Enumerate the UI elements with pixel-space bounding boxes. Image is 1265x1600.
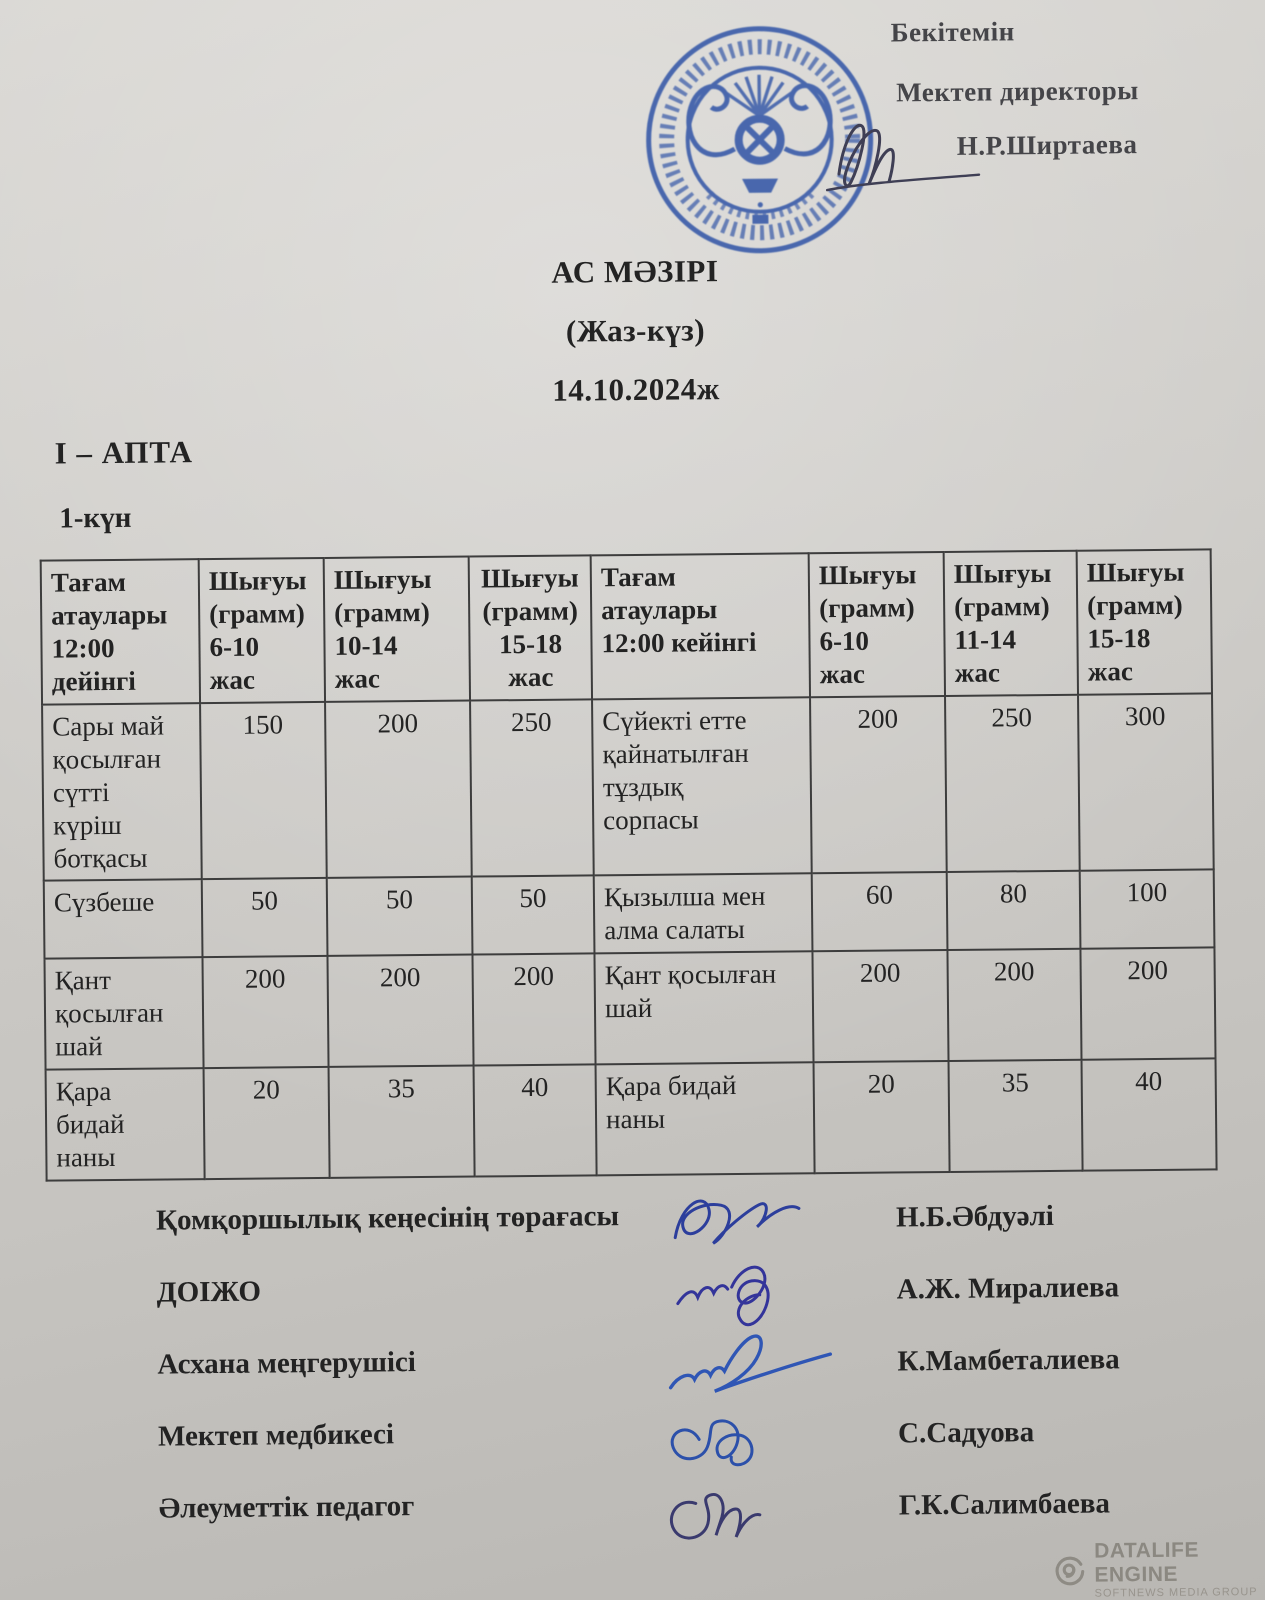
dish-cell: Сүйекті етте қайнатылған тұздық сорпасы xyxy=(592,697,812,876)
col-header-g15-18: Шығуы (грамм) 15-18 жас xyxy=(469,555,592,700)
col-header-g11-14: Шығуы (грамм) 11-14 жас xyxy=(944,551,1078,696)
day-heading: 1-күн xyxy=(59,501,132,535)
grams-cell: 200 xyxy=(202,956,328,1068)
signer-role: Асхана меңгерушісі xyxy=(157,1346,417,1381)
page-title: АС МӘЗІРІ xyxy=(551,253,719,290)
grams-cell: 50 xyxy=(202,878,328,957)
grams-cell: 20 xyxy=(814,1061,950,1173)
col-header-g15-18b: Шығуы (грамм) 15-18 жас xyxy=(1077,549,1212,694)
dish-cell: Қант қосылған шай xyxy=(44,957,203,1069)
grams-cell: 35 xyxy=(949,1060,1083,1172)
grams-cell: 200 xyxy=(325,700,472,878)
signer-role: ДОІЖО xyxy=(156,1275,262,1309)
season-subtitle: (Жаз-күз) xyxy=(565,312,706,349)
grams-cell: 50 xyxy=(327,877,473,956)
dish-cell: Қара бидай наны xyxy=(596,1062,815,1175)
director-title-label: Мектеп директоры xyxy=(896,75,1139,108)
grams-cell: 20 xyxy=(204,1067,330,1179)
dish-cell: Сары май қосылған сүтті күріш ботқасы xyxy=(42,703,202,881)
handwritten-signature-icon xyxy=(663,1471,899,1563)
signer-role: Әлеуметтік педагог xyxy=(158,1490,415,1525)
dish-cell: Сүзбеше xyxy=(44,880,203,959)
grams-cell: 200 xyxy=(947,949,1081,1061)
signer-role: Мектеп медбикесі xyxy=(157,1418,395,1453)
dish-cell: Қызылша мен алма салаты xyxy=(594,874,813,954)
grams-cell: 200 xyxy=(810,696,947,874)
menu-table xyxy=(40,548,1218,1181)
grams-cell: 200 xyxy=(327,955,473,1067)
dish-cell: Қант қосылған шай xyxy=(594,952,813,1065)
signature-row xyxy=(4,1194,1265,1278)
datalife-engine-logo-icon xyxy=(1053,1552,1086,1588)
grams-cell: 40 xyxy=(474,1064,597,1176)
col-header-g6-10: Шығуы (грамм) 6-10 жас xyxy=(199,558,325,703)
approve-label: Бекітемін xyxy=(890,16,1015,48)
grams-cell: 40 xyxy=(1082,1059,1217,1171)
table-row xyxy=(44,870,1215,959)
grams-cell: 200 xyxy=(812,950,948,1062)
grams-cell: 80 xyxy=(947,871,1081,950)
handwritten-signature-icon xyxy=(661,1183,897,1265)
date-line: 14.10.2024ж xyxy=(552,371,720,408)
header-row xyxy=(41,549,1212,704)
watermark-line1: DATALIFE ENGINE xyxy=(1094,1538,1200,1587)
table-row xyxy=(42,693,1214,881)
watermark-line2: SOFTNEWS MEDIA GROUP xyxy=(1094,1586,1258,1600)
col-header-dish-after: Тағам атаулары 12:00 кейінгі xyxy=(591,553,810,699)
signature-row xyxy=(5,1338,1265,1422)
title-block xyxy=(395,252,877,434)
col-header-g6-10b: Шығуы (грамм) 6-10 жас xyxy=(809,552,945,697)
grams-cell: 250 xyxy=(945,694,1080,872)
signature-row xyxy=(6,1410,1265,1494)
grams-cell: 35 xyxy=(329,1066,475,1178)
signer-name: А.Ж. Миралиева xyxy=(896,1271,1120,1306)
signature-row xyxy=(5,1266,1265,1350)
table-row xyxy=(44,948,1215,1070)
dish-cell: Қара бидай наны xyxy=(46,1068,205,1180)
week-heading: І – АПТА xyxy=(54,434,194,471)
signer-name: Н.Б.Әбдуәлі xyxy=(895,1199,1054,1234)
watermark xyxy=(1053,1538,1265,1600)
table-row xyxy=(46,1059,1217,1181)
grams-cell: 50 xyxy=(472,876,595,955)
menu-table-wrap xyxy=(40,548,1218,1181)
grams-cell: 100 xyxy=(1080,870,1215,949)
grams-cell: 200 xyxy=(1080,948,1215,1060)
grams-cell: 150 xyxy=(200,702,327,880)
signer-name: Г.К.Салимбаева xyxy=(898,1487,1111,1522)
signer-role: Қомқоршылық кеңесінің төрағасы xyxy=(155,1200,620,1237)
col-header-g10-14: Шығуы (грамм) 10-14 жас xyxy=(324,557,470,702)
grams-cell: 60 xyxy=(812,872,948,951)
grams-cell: 200 xyxy=(472,954,595,1066)
col-header-dish-before: Тағам атаулары 12:00 дейінгі xyxy=(41,559,200,704)
grams-cell: 250 xyxy=(470,699,594,877)
signer-name: К.Мамбеталиева xyxy=(897,1343,1120,1378)
director-signature-icon xyxy=(808,96,999,198)
signer-name: С.Садуова xyxy=(897,1416,1035,1450)
watermark-text xyxy=(1094,1538,1265,1600)
director-name: Н.Р.Ширтаева xyxy=(956,129,1138,161)
grams-cell: 300 xyxy=(1078,693,1214,871)
